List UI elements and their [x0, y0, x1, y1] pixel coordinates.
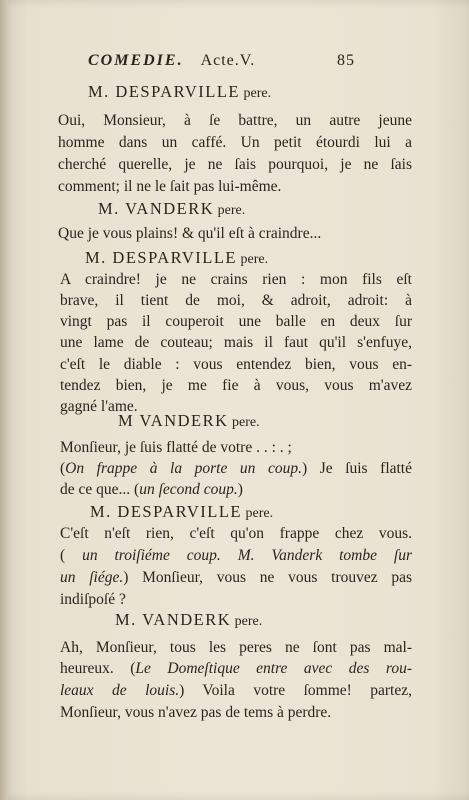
text-line — [58, 112, 412, 130]
text-line — [58, 134, 412, 152]
text-line — [60, 292, 412, 310]
text-line — [60, 334, 412, 352]
dialogue-text: Monſieur, vous n'avez pas de tems à perdre. — [60, 704, 332, 721]
dialogue-text: ) Voila votre ſomme! partez, — [179, 682, 412, 699]
text-line — [60, 481, 243, 499]
speaker-role: pere. — [228, 415, 260, 430]
dialogue-text: comment; il ne le ſait pas lui-même. — [58, 178, 282, 195]
text-line — [60, 525, 412, 543]
dialogue-text: indiſpoſé ? — [60, 591, 126, 608]
page-number: 85 — [337, 52, 355, 69]
text-line — [60, 704, 331, 722]
text-line — [58, 225, 321, 243]
dialogue-text: de ce que... ( — [60, 481, 140, 498]
speaker-heading — [88, 83, 271, 103]
dialogue-text: gagné l'ame. — [60, 398, 138, 415]
speaker-name: M. VANDERK — [115, 610, 232, 629]
text-line — [60, 682, 412, 700]
speaker-role: pere. — [214, 203, 246, 218]
text-line — [58, 156, 412, 174]
stage-direction: un ſiége. — [60, 569, 124, 586]
dialogue-text: brave, il tient de moi, & adroit, adroit: à — [60, 292, 412, 309]
dialogue-text: A craindre! je ne crains rien : mon fils eſt — [60, 271, 412, 288]
dialogue-text: heureux. ( — [60, 660, 136, 677]
dialogue-text: cherché querelle, je ne ſais pourquoi, je ne ſais — [58, 156, 412, 173]
speaker-heading — [90, 503, 273, 523]
stage-direction: On frappe à la porte un coup. — [65, 460, 302, 477]
running-head — [88, 52, 255, 70]
running-head-title: COMEDIE. — [88, 52, 184, 69]
dialogue-text: ( — [60, 460, 66, 477]
speaker-heading — [118, 412, 260, 432]
text-line — [60, 569, 412, 587]
speaker-heading — [85, 249, 268, 269]
speaker-name: M VANDERK — [118, 411, 229, 430]
running-head-act: Acte.V. — [200, 52, 256, 69]
dialogue-text: c'eſt le diable : vous entendez bien, vous en- — [60, 356, 412, 373]
dialogue-text: ) Monſieur, vous ne vous trouvez pas — [123, 569, 413, 586]
speaker-name: M. DESPARVILLE — [90, 502, 243, 521]
stage-direction: Le Domeſtique entre avec des rou- — [135, 660, 412, 677]
text-line — [58, 178, 281, 196]
dialogue-text: ) Je ſuis flatté — [302, 460, 412, 477]
text-line — [60, 271, 412, 289]
text-line — [60, 439, 292, 457]
dialogue-text: Que je vous plains! & qu'il eſt à craindre... — [58, 225, 322, 242]
speaker-heading — [115, 611, 262, 631]
text-line — [60, 356, 412, 374]
dialogue-text: homme dans un caffé. Un petit étourdi lui a — [58, 134, 412, 151]
dialogue-text: Oui, Monsieur, à ſe battre, un autre jeune — [58, 112, 412, 129]
text-line — [60, 591, 126, 609]
text-line — [60, 460, 412, 478]
speaker-role: pere. — [240, 86, 272, 101]
dialogue-text: C'eſt n'eſt rien, c'eſt qu'on frappe chez vous. — [60, 525, 412, 542]
stage-direction: leaux de louis. — [60, 682, 180, 699]
text-line — [60, 660, 412, 678]
dialogue-text: vingt pas il couperoit une balle en deux ſur — [60, 313, 412, 330]
text-line — [60, 377, 412, 395]
stage-direction: un ſecond coup. — [139, 481, 238, 498]
dialogue-text: Ah, Monſieur, tous les peres ne ſont pas mal- — [60, 639, 412, 656]
speaker-name: M. VANDERK — [98, 199, 215, 218]
speaker-role: pere. — [237, 252, 269, 267]
speaker-heading — [98, 200, 245, 220]
speaker-name: M. DESPARVILLE — [88, 82, 241, 101]
dialogue-text: Monſieur, je ſuis flatté de votre . . : . ; — [60, 439, 292, 456]
dialogue-text: tendez bien, je me fie à vous, vous m'avez — [60, 377, 412, 394]
stage-direction: un troiſiéme coup. M. Vanderk tombe ſur — [82, 547, 412, 564]
text-line — [60, 313, 412, 331]
dialogue-text: ( — [60, 547, 83, 564]
dialogue-text: une lame de couteau; mais il faut qu'il s'enfuye, — [60, 334, 412, 351]
dialogue-text: ) — [237, 481, 243, 498]
speaker-name: M. DESPARVILLE — [85, 248, 238, 267]
text-line — [60, 639, 412, 657]
speaker-role: pere. — [242, 506, 274, 521]
speaker-role: pere. — [231, 614, 263, 629]
text-line — [60, 547, 412, 565]
